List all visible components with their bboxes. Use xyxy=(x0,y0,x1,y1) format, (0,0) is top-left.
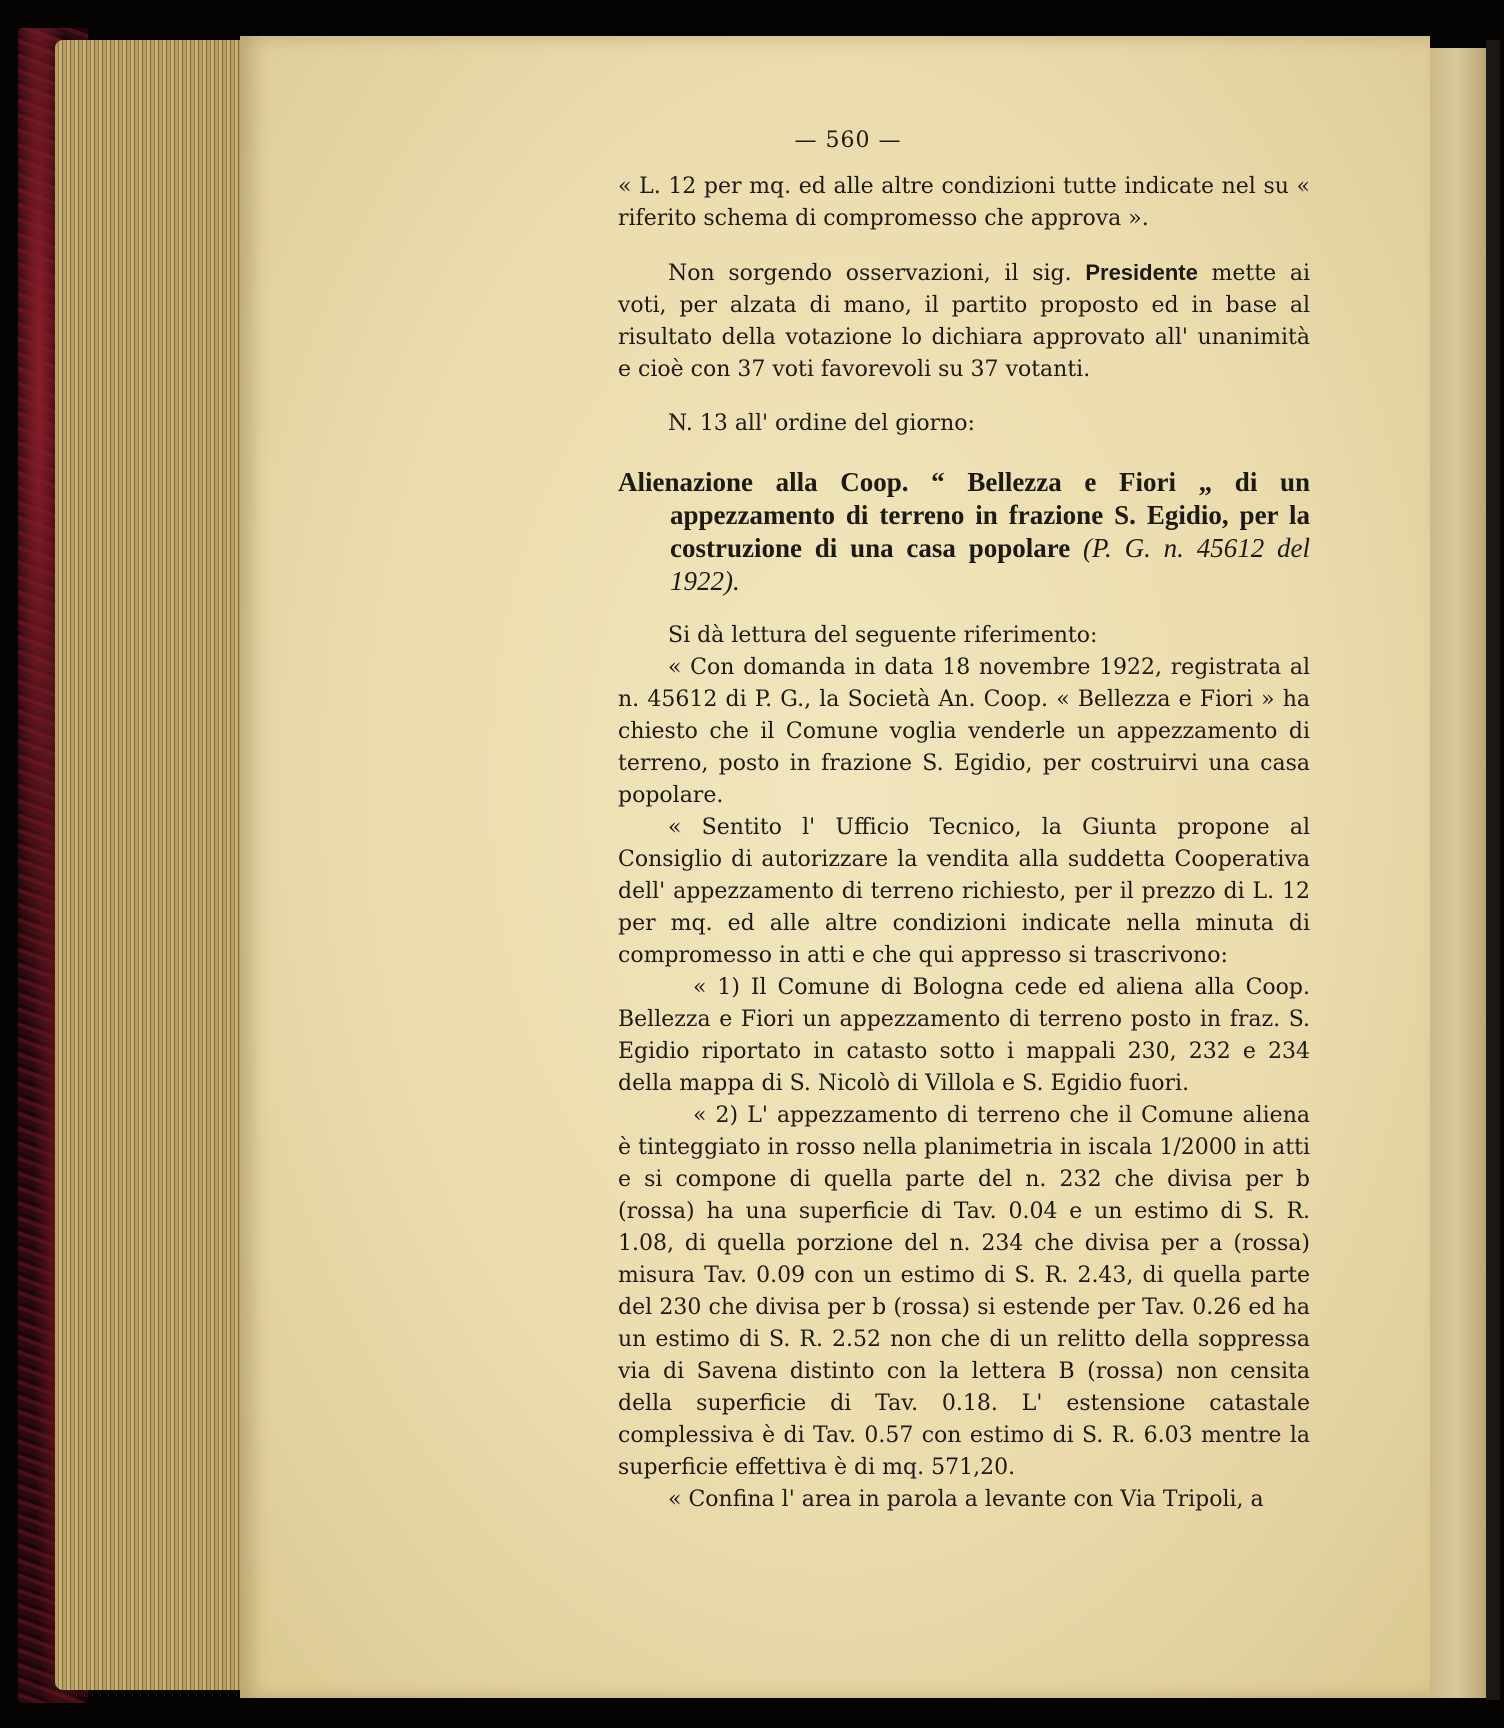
paragraph-2 xyxy=(618,257,1310,386)
agenda-item: N. 13 all' ordine del giorno: xyxy=(668,411,975,436)
paragraph-request: « Con domanda in data 18 novembre 1922, registrata al n. 45612 di P. G., la Società An. Coop. « Bellezza e Fiori » ha chiesto che il Comune voglia venderle un appezzamento di terreno, posto in frazione S. Egidio, per costruirvi una casa popolare. xyxy=(618,655,1310,808)
text-column xyxy=(618,125,1310,1516)
paragraph-2-end: mette ai voti, per alzata di mano, il partito proposto ed in base al risultato della votazione lo dichiara approvato all' unanimità e cioè con 37 voti favorevoli su 37 votanti. xyxy=(618,261,1310,382)
section-title-main: Alienazione alla Coop. “ Bellezza e Fiori „ di un appezzamento di terreno in frazione S. Egidio, per la costruzione di una casa popolare xyxy=(618,467,1310,563)
paragraph-giunta: « Sentito l' Ufficio Tecnico, la Giunta propone al Consiglio di autorizzare la vendita alla suddetta Cooperativa dell' appezzamento di terreno richiesto, per il prezzo di L. 12 per mq. ed alle altre condizioni indicate nella minuta di compromesso in atti e che qui appresso si trascrivono: xyxy=(618,815,1310,968)
paragraph-reading: Si dà lettura del seguente riferimento: xyxy=(668,623,1098,648)
paragraph-1: « L. 12 per mq. ed alle altre condizioni tutte indicate nel su « riferito schema di compromesso che approva ». xyxy=(618,174,1310,231)
section-title-reference: (P. G. n. 45612 del 1922). xyxy=(670,533,1310,596)
presidente-label: Presidente xyxy=(1085,260,1198,285)
paragraph-boundaries: « Confina l' area in parola a levante con Via Tripoli, a xyxy=(668,1487,1264,1512)
clause-2: « 2) L' appezzamento di terreno che il Comune aliena è tinteggiato in rosso nella planimetria in iscala 1/2000 in atti e si compone di quella parte del n. 232 che divisa per b (rossa) ha una superficie di Tav. 0.04 e un estimo di S. R. 1.08, di quella porzione del n. 234 che divisa per a (rossa) misura Tav. 0.09 con un estimo di S. R. 2.43, di quella parte del 230 che divisa per b (rossa) si estende per Tav. 0.26 ed ha un estimo di S. R. 2.52 non che di un relitto della soppressa via di Savena distinto con la lettera B (rossa) non censita della superficie di Tav. 0.18. L' estensione catastale complessiva è di Tav. 0.57 con estimo di S. R. 6.03 mentre la superficie effettiva è di mq. 571,20. xyxy=(618,1103,1310,1480)
page-stack xyxy=(55,40,260,1690)
paragraph-2-start: Non sorgendo osservazioni, il sig. xyxy=(668,261,1072,286)
clause-1: « 1) Il Comune di Bologna cede ed aliena alla Coop. Bellezza e Fiori un appezzamento di terreno posto in fraz. S. Egidio riportato in catasto sotto i mappali 230, 232 e 234 della mappa di S. Nicolò di Villola e S. Egidio fuori. xyxy=(618,975,1310,1096)
binding-edge xyxy=(1486,40,1500,1700)
page-number: — 560 — xyxy=(794,128,902,153)
section-title xyxy=(618,466,1310,598)
